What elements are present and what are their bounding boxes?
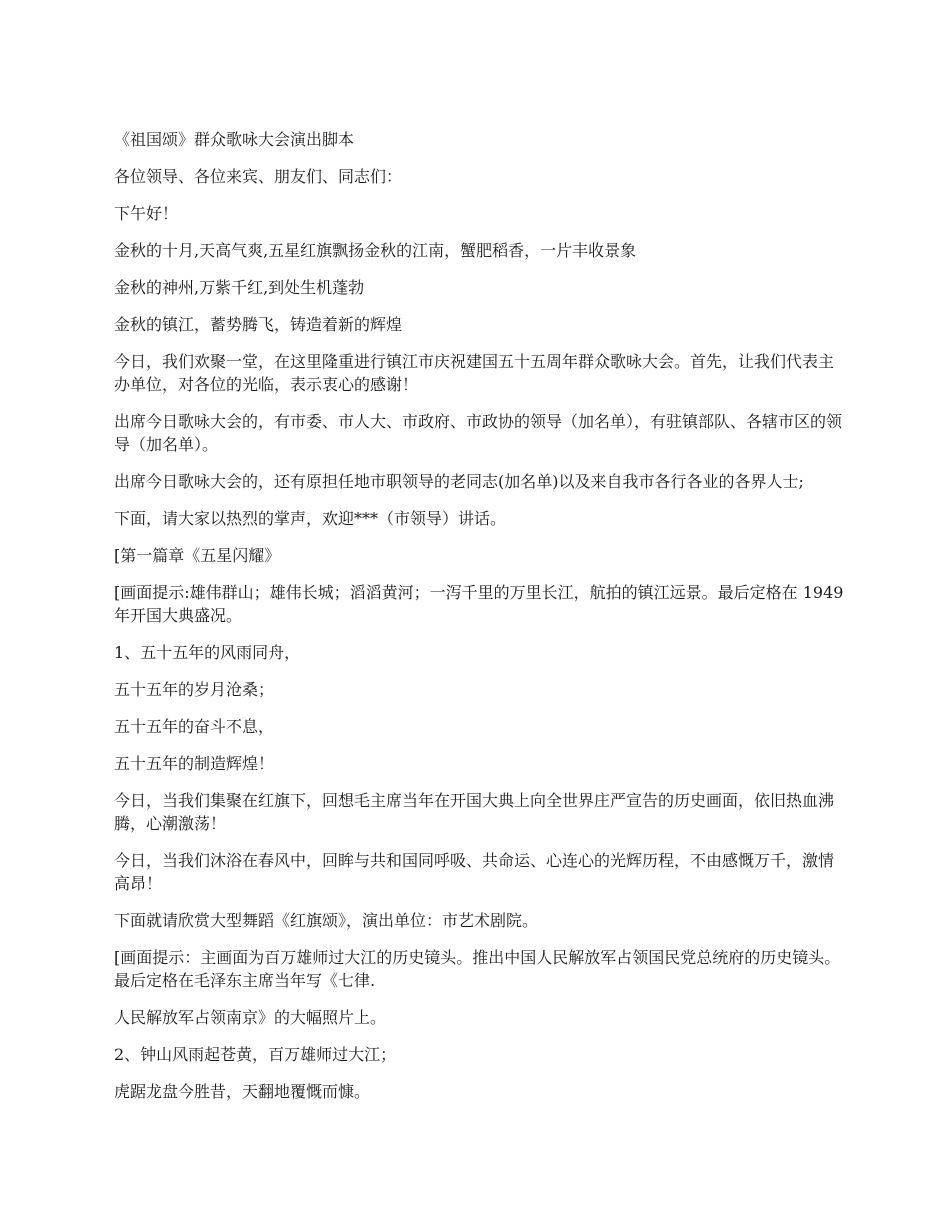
paragraph: 1、五十五年的风雨同舟， — [114, 643, 301, 662]
paragraph: 五十五年的制造辉煌！ — [114, 754, 275, 773]
section-heading: [第一篇章《五星闪耀》 — [114, 546, 281, 565]
salutation: 各位领导、各位来宾、朋友们、同志们： — [114, 167, 403, 186]
paragraph: 下面就请欣赏大型舞蹈《红旗颂》，演出单位：市艺术剧院。 — [114, 911, 539, 930]
scene-note: [画面提示:雄伟群山；雄伟长城；滔滔黄河；一泻千里的万里长江，航拍的镇江远景。最后定格在 1949 年开国大典盛况。 — [114, 583, 844, 625]
scene-note: [画面提示：主画面为百万雄师过大江的历史镜头。推出中国人民解放军占领国民党总统府的历史镜头。最后定格在毛泽东主席当年写《七律. — [114, 948, 841, 990]
paragraph: 金秋的镇江，蓄势腾飞，铸造着新的辉煌 — [114, 315, 403, 334]
paragraph: 金秋的十月,天高气爽,五星红旗飘扬金秋的江南，蟹肥稻香，一片丰收景象 — [114, 241, 637, 260]
paragraph: 下面，请大家以热烈的掌声，欢迎***（市领导）讲话。 — [114, 509, 507, 528]
paragraph: 出席今日歌咏大会的，有市委、市人大、市政府、市政协的领导（加名单），有驻镇部队、各辖市区的领导（加名单）。 — [114, 412, 843, 454]
paragraph: 人民解放军占领南京》的大幅照片上。 — [114, 1008, 387, 1027]
document-title: 《祖国颂》群众歌咏大会演出脚本 — [114, 130, 355, 149]
paragraph: 今日，当我们沐浴在春风中，回眸与共和国同呼吸、共命运、心连心的光辉历程，不由感慨万千，激情高昂！ — [114, 851, 835, 893]
paragraph: 2、钟山风雨起苍黄，百万雄师过大江； — [114, 1045, 397, 1064]
paragraph: 金秋的神州,万紫千红,到处生机蓬勃 — [114, 278, 365, 297]
paragraph: 五十五年的奋斗不息， — [114, 717, 275, 736]
paragraph: 今日，我们欢聚一堂，在这里隆重进行镇江市庆祝建国五十五周年群众歌咏大会。首先，让我们代表主办单位，对各位的光临，表示衷心的感谢！ — [114, 352, 835, 394]
paragraph: 虎踞龙盘今胜昔，天翻地覆慨而慷。 — [114, 1082, 371, 1101]
document-page — [114, 128, 844, 1117]
paragraph: 出席今日歌咏大会的，还有原担任地市职领导的老同志(加名单)以及来自我市各行各业的各界人士; — [114, 472, 804, 491]
paragraph: 五十五年的岁月沧桑； — [114, 680, 275, 699]
paragraph: 今日，当我们集聚在红旗下，回想毛主席当年在开国大典上向全世界庄严宣告的历史画面，依旧热血沸腾，心潮激荡！ — [114, 791, 835, 833]
greeting: 下午好！ — [114, 204, 179, 223]
